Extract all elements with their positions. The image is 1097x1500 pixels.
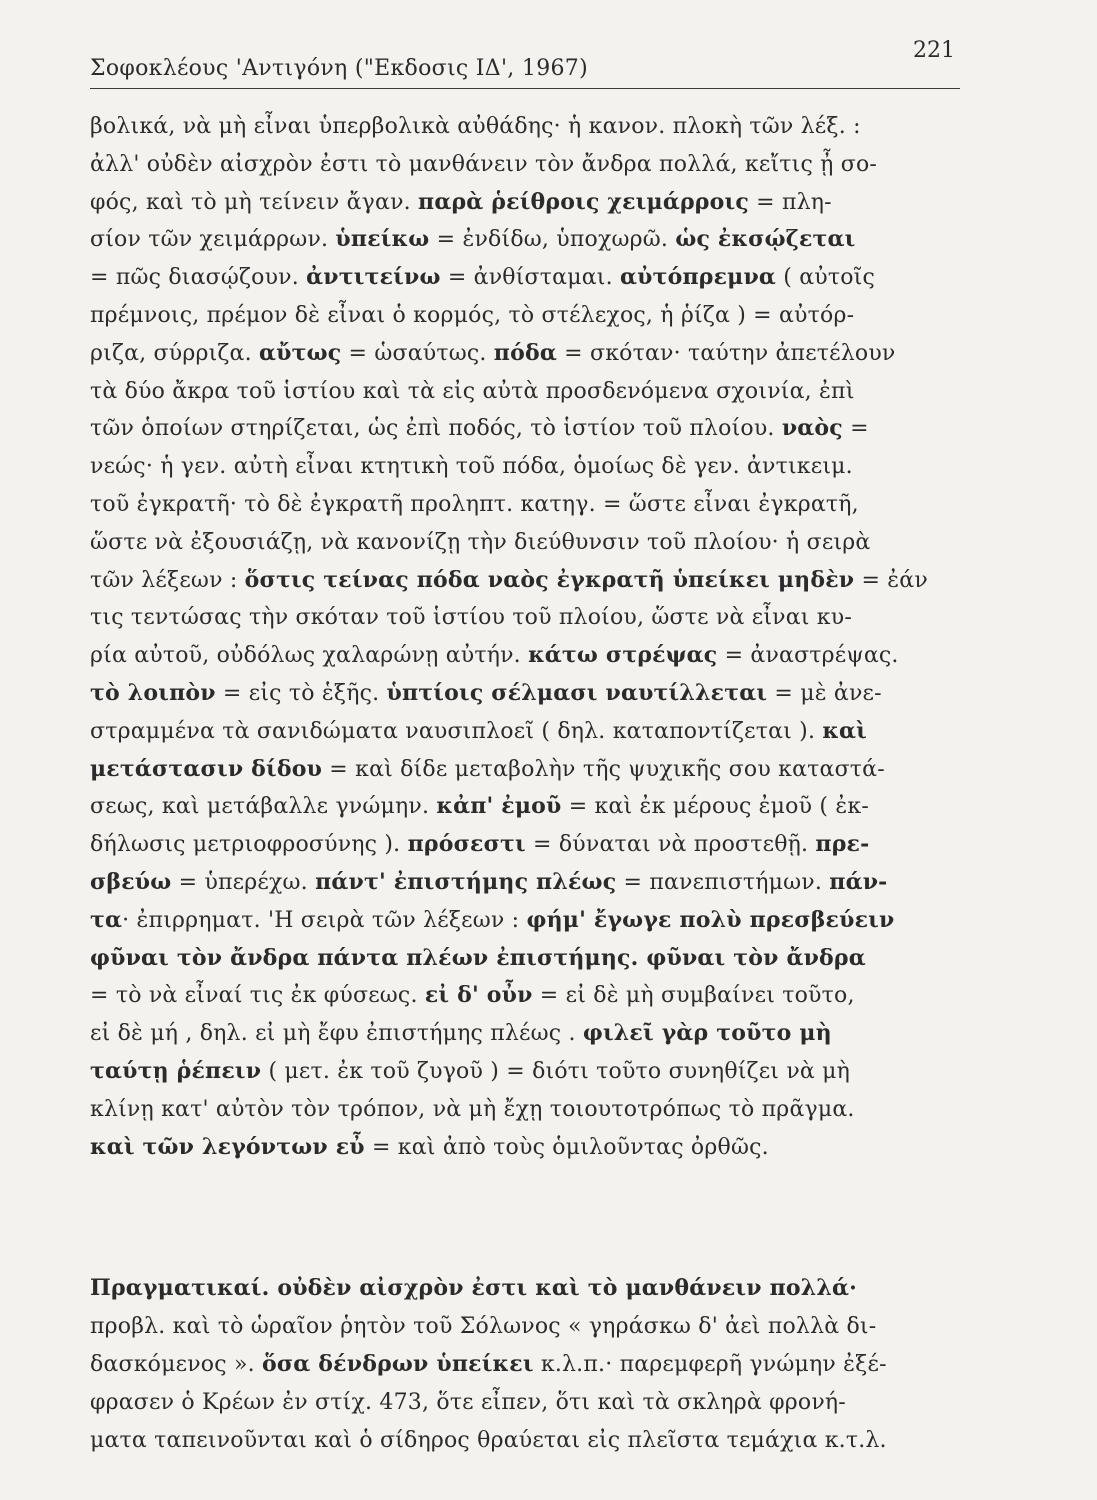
text-run: προβλ. καὶ τὸ ὡραῖον ῥητὸν τοῦ Σόλωνος « γηράσκω δ' ἀεὶ πολλὰ δι-	[90, 1314, 877, 1340]
body-text	[90, 108, 964, 1459]
text-run: ( μετ. ἐκ τοῦ ζυγοῦ ) = διότι τοῦτο συνηθίζει νὰ μὴ	[261, 1058, 851, 1084]
lemma-term: φῦναι τὸν ἄνδρα πάντα πλέων ἐπιστήμης. φῦναι τὸν ἄνδρα	[90, 944, 866, 971]
lemma-term: παρὰ ῥείθροις χειμάρροις	[418, 188, 749, 215]
text-line	[90, 637, 964, 675]
text-run: σίον τῶν χειμάρρων.	[90, 227, 336, 253]
lemma-term: σβεύω	[90, 868, 172, 895]
text-run: = ἐάν	[854, 567, 928, 593]
text-run: = τὸ νὰ εἶναί τις ἐκ φύσεως.	[90, 983, 425, 1009]
text-line	[90, 221, 964, 259]
text-run: κ.λ.π.· παρεμφερῆ γνώμην ἐξέ-	[533, 1351, 887, 1377]
text-line	[90, 1015, 964, 1053]
text-run: = εἰς τὸ ἑξῆς.	[215, 680, 387, 706]
lemma-term: εἰ δ' οὖν	[424, 982, 533, 1009]
text-run: = ὑπερέχω.	[171, 869, 316, 895]
text-line	[90, 864, 964, 902]
text-line	[90, 940, 964, 978]
page-header	[90, 38, 960, 84]
text-run: τὰ δύο ἄκρα τοῦ ἱστίου καὶ τὰ εἰς αὐτὰ προσδενόμενα σχοινία, ἐπὶ	[90, 378, 855, 404]
text-run: βολικά, νὰ μὴ εἶναι ὑπερβολικὰ αὐθάδης· ἡ κανον. πλοκὴ τῶν λέξ. :	[90, 114, 861, 139]
commentary-section	[90, 108, 964, 1166]
text-line	[90, 108, 964, 146]
text-line	[90, 524, 964, 562]
text-line	[90, 184, 964, 222]
lemma-term: ὑπτίοις σέλμασι ναυτίλλεται	[386, 679, 768, 706]
lemma-term: πάντ' ἐπιστήμης πλέως	[315, 868, 617, 895]
text-run: · ἐπιρρηματ. 'Η σειρὰ τῶν λέξεων :	[122, 907, 527, 933]
text-line	[90, 486, 964, 524]
text-line	[90, 1422, 964, 1460]
text-run: τῶν λέξεων :	[90, 567, 245, 593]
text-run: τῶν ὁποίων στηρίζεται, ὡς ἐπὶ ποδός, τὸ ἱστίον τοῦ πλοίου.	[90, 416, 782, 442]
lemma-term: τὸ λοιπὸν	[90, 679, 216, 706]
text-line	[90, 713, 964, 751]
text-line	[90, 562, 964, 600]
lemma-term: πάν-	[829, 868, 888, 895]
text-run: ( αὐτοῖς	[776, 265, 876, 291]
text-line	[90, 1053, 964, 1091]
lemma-term: καὶ τῶν λεγόντων εὖ	[90, 1133, 365, 1160]
section-gap	[90, 1166, 964, 1270]
text-run: = σκόταν· ταύτην ἀπετέλουν	[556, 340, 896, 366]
text-line	[90, 1308, 964, 1346]
text-run: =	[842, 416, 869, 442]
text-run: = ἀναστρέψας.	[717, 643, 899, 669]
lemma-term: φήμ' ἔγωγε πολὺ πρεσβεύειν	[526, 906, 895, 933]
text-line	[90, 335, 964, 373]
lemma-term: ταύτῃ ῥέπειν	[90, 1057, 262, 1084]
lemma-term: μετάστασιν δίδου	[90, 755, 323, 782]
text-run: = ὡσαύτως.	[341, 340, 494, 366]
text-line	[90, 297, 964, 335]
text-run: ριζα, σύρριζα.	[90, 340, 259, 366]
lemma-term: αὔτως	[258, 339, 342, 366]
text-run: ματα ταπεινοῦνται καὶ ὁ σίδηρος θραύεται εἰς πλεῖστα τεμάχια κ.τ.λ.	[90, 1427, 887, 1453]
text-run: = ἐνδίδω, ὑποχωρῶ.	[429, 227, 676, 253]
lemma-term: ἀντιτείνω	[306, 264, 441, 291]
lemma-term: πρόσεστι	[407, 831, 526, 858]
text-run: = πῶς διασῴζουν.	[90, 265, 307, 291]
lemma-term: Πραγματικαί. οὐδὲν αἰσχρὸν ἐστι καὶ τὸ μανθάνειν πολλά·	[90, 1275, 858, 1302]
text-line	[90, 977, 964, 1015]
text-line	[90, 675, 964, 713]
text-run: κλίνῃ κατ' αὐτὸν τὸν τρόπον, νὰ μὴ ἔχῃ τοιουτοτρόπως τὸ πρᾶγμα.	[90, 1096, 855, 1122]
text-line	[90, 1091, 964, 1129]
lemma-term: ὅστις τείνας πόδα ναὸς ἐγκρατῆ ὑπείκει μηδὲν	[244, 566, 855, 593]
lemma-term: κἀπ' ἐμοῦ	[436, 793, 562, 820]
text-run: = καὶ ἀπὸ τοὺς ὁμιλοῦντας ὀρθῶς.	[364, 1134, 769, 1160]
realia-section	[90, 1270, 964, 1459]
lemma-term: καὶ	[822, 717, 868, 744]
text-run: φός, καὶ τὸ μὴ τείνειν ἄγαν.	[90, 189, 419, 215]
text-line	[90, 788, 964, 826]
text-line	[90, 1129, 964, 1167]
text-run: δήλωσις μετριοφροσύνης ).	[90, 832, 408, 858]
lemma-term: πόδα	[493, 339, 557, 366]
text-run: στραμμένα τὰ σανιδώματα ναυσιπλοεῖ ( δηλ. καταποντίζεται ).	[90, 718, 823, 744]
page-number: 221	[913, 38, 955, 63]
text-line	[90, 373, 964, 411]
text-run: ρία αὐτοῦ, οὐδόλως χαλαρώνῃ αὐτήν.	[90, 643, 529, 669]
text-run: = ἀνθίσταμαι.	[440, 265, 620, 291]
text-run: = πλη-	[748, 189, 832, 215]
text-run: εἰ δὲ μή , δηλ. εἰ μὴ ἔφυ ἐπιστήμης πλέως .	[90, 1021, 583, 1047]
text-run: τοῦ ἐγκρατῆ· τὸ δὲ ἐγκρατῆ προληπτ. κατηγ. = ὥστε εἶναι ἐγκρατῆ,	[90, 491, 859, 517]
text-run: = πανεπιστήμων.	[616, 869, 830, 895]
lemma-term: πρε-	[815, 831, 870, 858]
text-line	[90, 1384, 964, 1422]
text-run: ἀλλ' οὐδὲν αἰσχρὸν ἐστι τὸ μανθάνειν τὸν ἄνδρα πολλά, κεἴτις ᾖ σο-	[90, 151, 878, 177]
text-line	[90, 599, 964, 637]
text-line	[90, 146, 964, 184]
text-line	[90, 751, 964, 789]
text-line	[90, 1346, 964, 1384]
text-run: = μὲ ἀνε-	[767, 680, 882, 706]
lemma-term: τα	[90, 906, 123, 933]
text-run: ὥστε νὰ ἐξουσιάζῃ, νὰ κανονίζῃ τὴν διεύθυνσιν τοῦ πλοίου· ἡ σειρὰ	[90, 529, 871, 555]
text-run: = καὶ ἐκ μέρους ἐμοῦ ( ἐκ-	[561, 794, 869, 820]
text-line	[90, 410, 964, 448]
text-run: δασκόμενος ».	[90, 1351, 262, 1377]
lemma-term: ὅσα δένδρων ὑπείκει	[262, 1350, 534, 1377]
header-rule	[90, 88, 960, 89]
lemma-term: ναὸς	[781, 415, 843, 442]
lemma-term: αὐτόπρεμνα	[619, 264, 777, 291]
lemma-term: κάτω στρέψας	[528, 642, 718, 669]
lemma-term: ὑπείκω	[335, 226, 430, 253]
lemma-term: φιλεῖ γὰρ τοῦτο μὴ	[582, 1020, 832, 1047]
text-run: νεώς· ἡ γεν. αὐτὴ εἶναι κτητικὴ τοῦ πόδα, ὁμοίως δὲ γεν. ἀντικειμ.	[90, 454, 853, 480]
text-run: = εἰ δὲ μὴ συμβαίνει τοῦτο,	[532, 983, 855, 1009]
lemma-term: ὡς ἐκσῴζεται	[675, 226, 856, 253]
text-run: = δύναται νὰ προστεθῇ.	[525, 832, 816, 858]
running-head: Σοφοκλέους 'Αντιγόνη ("Εκδοσις ΙΔ', 1967)	[90, 56, 588, 81]
text-run: πρέμνοις, πρέμον δὲ εἶναι ὁ κορμός, τὸ στέλεχος, ἡ ῥίζα ) = αὐτόρ-	[90, 302, 855, 328]
text-line	[90, 826, 964, 864]
text-line	[90, 902, 964, 940]
text-run: = καὶ δίδε μεταβολὴν τῆς ψυχικῆς σου καταστά-	[322, 756, 885, 782]
text-line	[90, 259, 964, 297]
text-run: φρασεν ὁ Κρέων ἐν στίχ. 473, ὅτε εἶπεν, ὅτι καὶ τὰ σκληρὰ φρονή-	[90, 1389, 846, 1415]
text-line	[90, 1270, 964, 1308]
text-run: τις τεντώσας τὴν σκόταν τοῦ ἱστίου τοῦ πλοίου, ὥστε νὰ εἶναι κυ-	[90, 605, 852, 631]
text-line	[90, 448, 964, 486]
text-run: σεως, καὶ μετάβαλλε γνώμην.	[90, 794, 437, 820]
